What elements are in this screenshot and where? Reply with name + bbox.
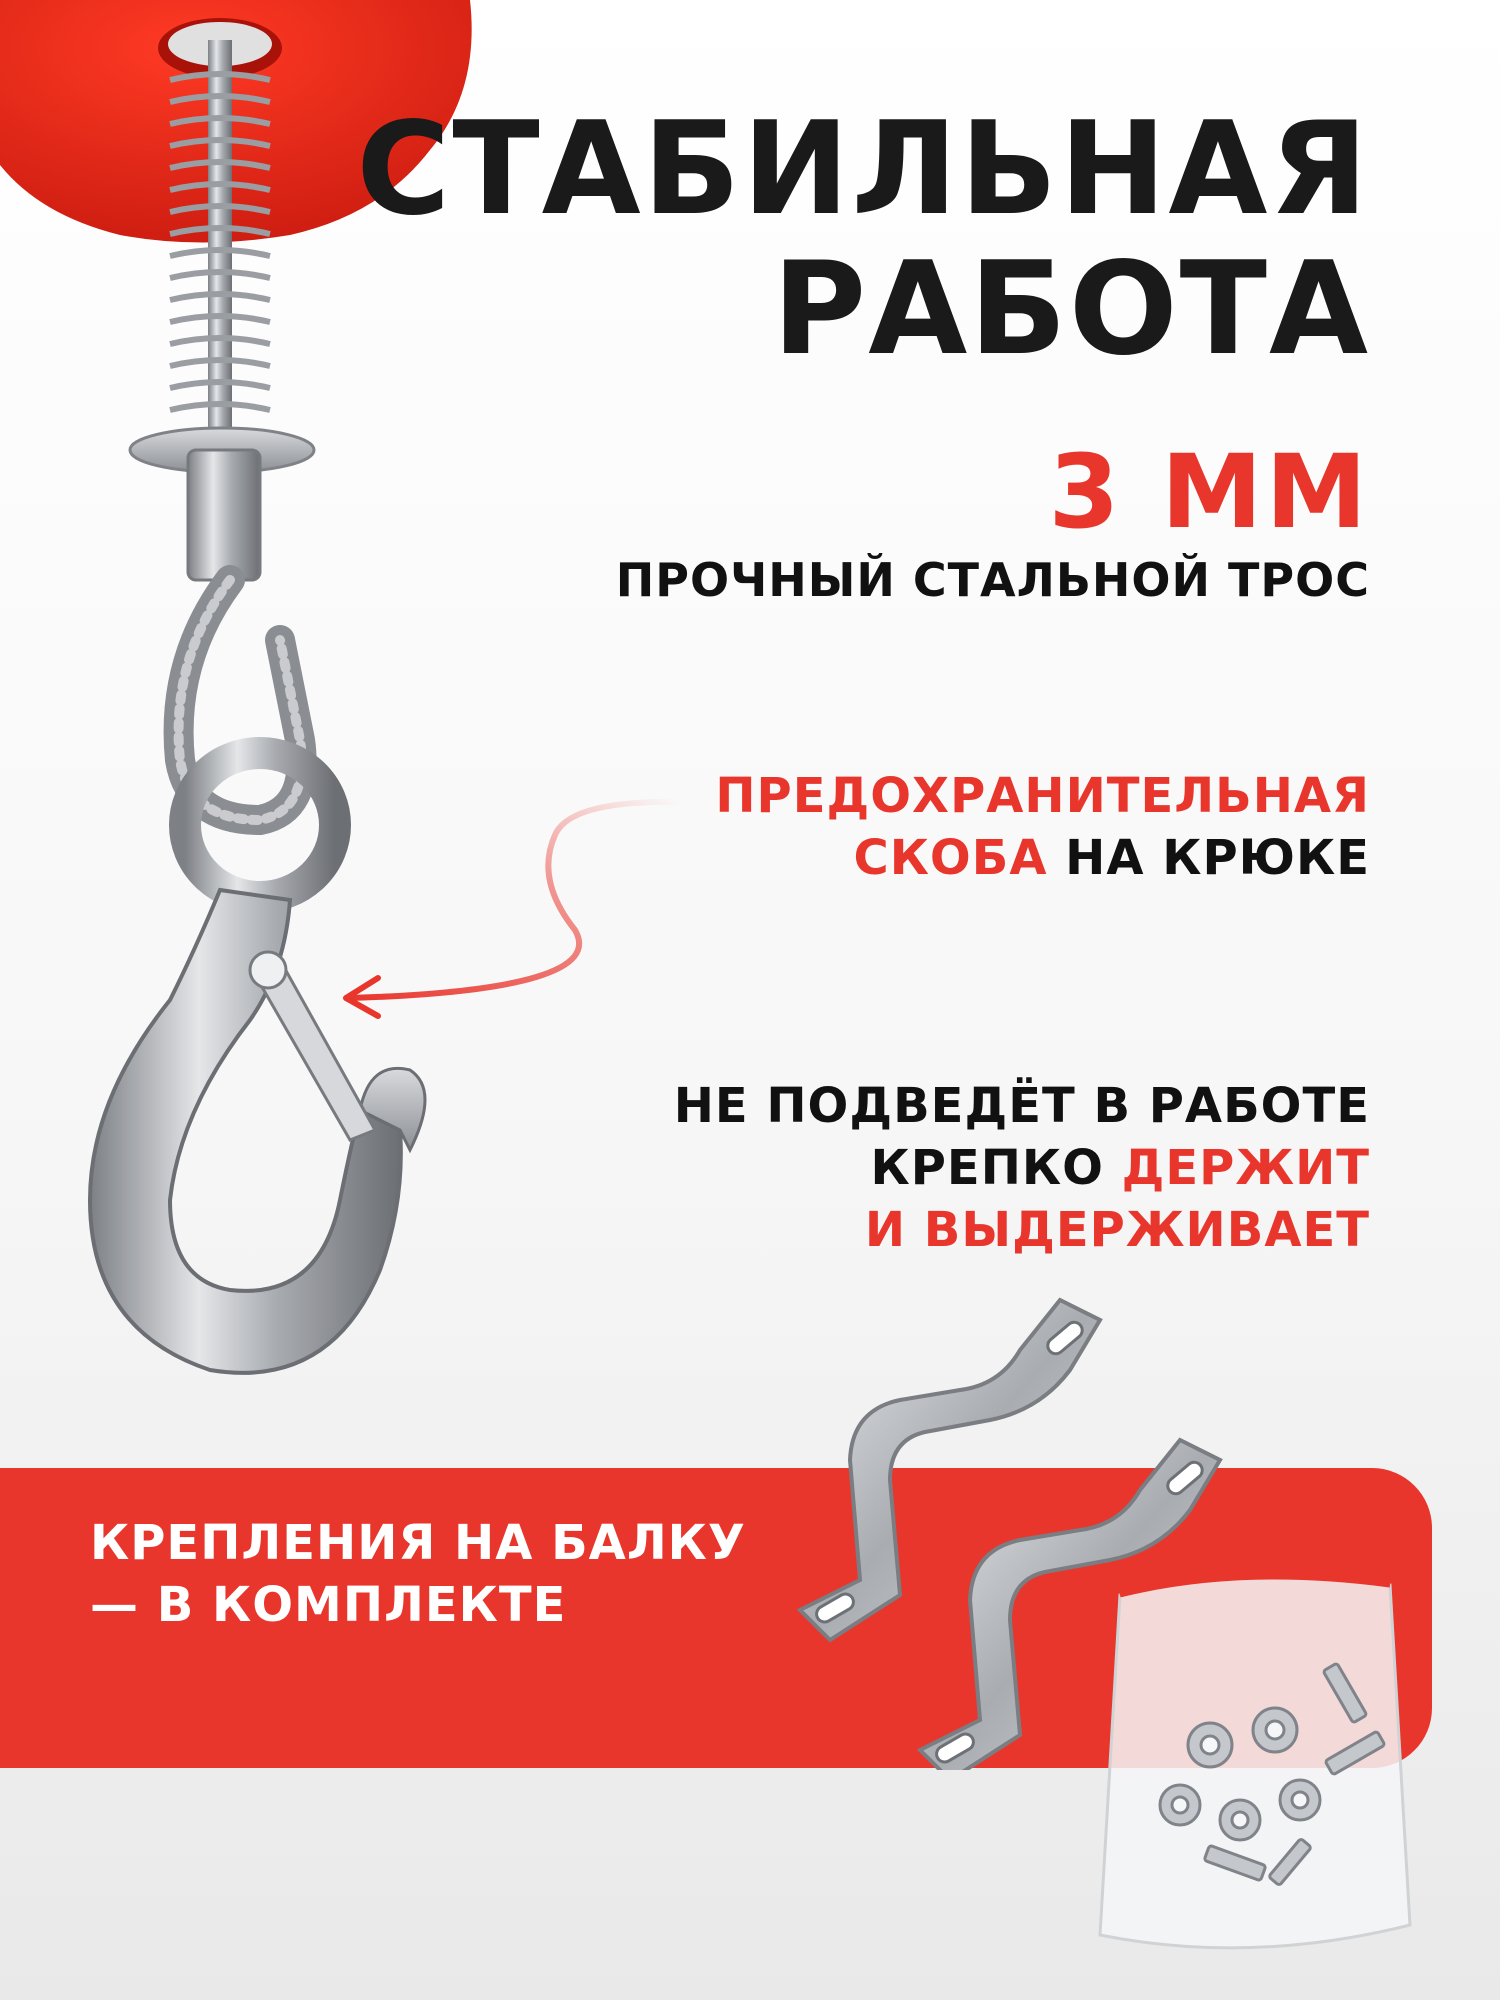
mounts-line1: КРЕПЛЕНИЯ НА БАЛКУ (90, 1515, 746, 1571)
mounts-line2: — В КОМПЛЕКТЕ (90, 1577, 567, 1633)
reliability-line3: И ВЫДЕРЖИВАЕТ (864, 1202, 1370, 1258)
guard-text (715, 765, 1370, 889)
headline-line2: РАБОТА (772, 235, 1370, 384)
arrow-icon (340, 790, 700, 1050)
reliability-line2 (674, 1137, 1370, 1199)
reliability-line1: НЕ ПОДВЕДЁТ В РАБОТЕ (673, 1078, 1370, 1134)
reliability-line2-red: ДЕРЖИТ (1121, 1140, 1370, 1196)
guard-line2 (715, 827, 1370, 889)
reliability-line2-dark: КРЕПКО (870, 1140, 1122, 1196)
guard-line2-red: СКОБА (853, 830, 1048, 886)
guard-line2-rest: НА КРЮКЕ (1047, 830, 1370, 886)
cable-label: ПРОЧНЫЙ СТАЛЬНОЙ ТРОС (615, 553, 1370, 607)
fastener-bag-icon (1090, 1555, 1420, 1975)
guard-line1: ПРЕДОХРАНИТЕЛЬНАЯ (715, 768, 1370, 824)
reliability-text (674, 1075, 1370, 1261)
headline (356, 95, 1370, 384)
cable-size: 3 ММ (1048, 433, 1370, 552)
headline-line1: СТАБИЛЬНАЯ (356, 95, 1370, 244)
mounts-text (90, 1512, 746, 1636)
